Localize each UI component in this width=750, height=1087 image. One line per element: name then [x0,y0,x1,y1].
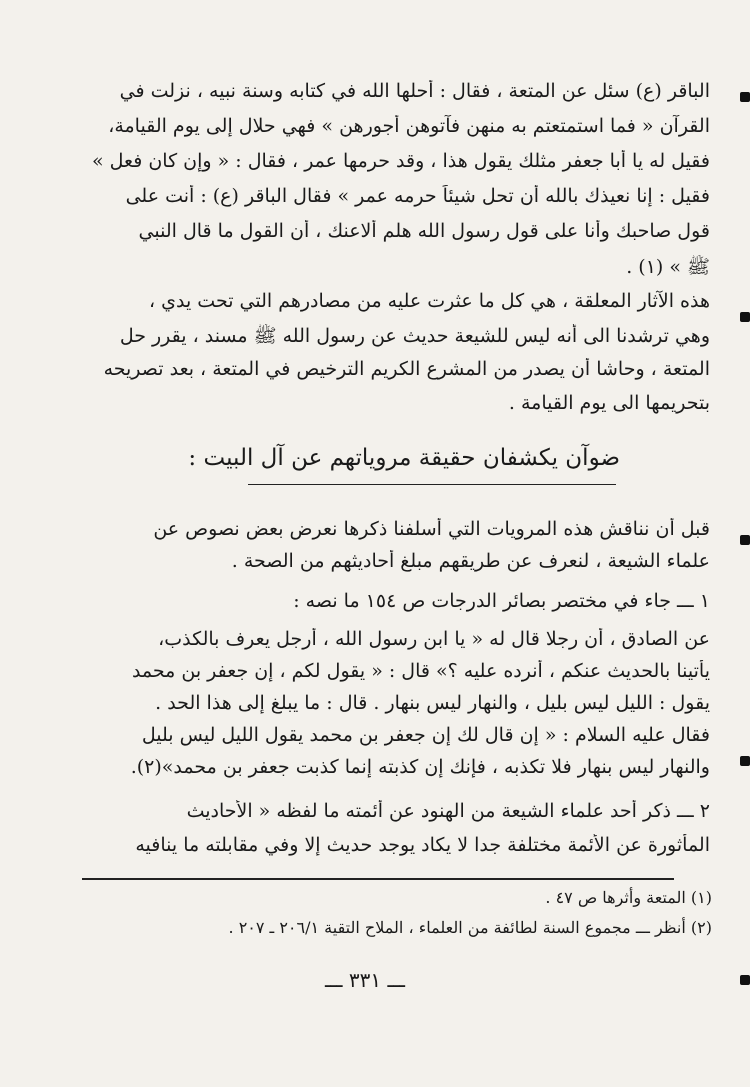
text-line: يأتينا بالحديث عنكم ، أنرده عليه ؟» قال : « يقول لكم ، إن جعفر بن محمد [131,660,710,682]
paragraph-2 [82,290,710,430]
text-line: المتعة ، وحاشا أن يصدر من المشرع الكريم الترخيص في المتعة ، بعد تصريحه [103,358,710,380]
footnote-divider [82,878,674,880]
text-line: ﷺ » (١) . [626,256,710,278]
text-line: وهي ترشدنا الى أنه ليس للشيعة حديث عن رسول الله ﷺ مسند ، يقرر حل [119,325,710,347]
paragraph-1 [82,80,710,280]
text-line: الباقر (ع) سئل عن المتعة ، فقال : أحلها الله في كتابه وسنة نبيه ، نزلت في [119,80,710,102]
text-line: فقيل له يا أبا جعفر مثلك يقول هذا ، وقد حرمها عمر ، فقال : « وإن كان فعل » [91,150,710,172]
text-line: القرآن « فما استمتعتم به منهن فآتوهن أجورهن » فهي حلال إلى يوم القيامة، [108,115,710,137]
footnote-2: (٢) أنظر ـــ مجموع السنة لطائفة من العلماء ، الملاح التقية ٢٠٦/١ ـ ٢٠٧ . [228,918,712,937]
text-line: المأثورة عن الأئمة مختلفة جدا لا يكاد يوجد حديث إلا وفي مقابلته ما ينافيه [135,834,710,856]
text-line: ١ ـــ جاء في مختصر بصائر الدرجات ص ١٥٤ ما نصه : [293,590,710,612]
text-line: قول صاحبك وأنا على قول رسول الله هلم ألاعنك ، أن القول ما قال النبي [138,220,710,242]
text-line: قبل أن نناقش هذه المرويات التي أسلفنا ذكرها نعرض بعض نصوص عن [153,518,710,540]
text-line: عن الصادق ، أن رجلا قال له « يا ابن رسول الله ، أرجل يعرف بالكذب، [158,628,710,650]
text-line: علماء الشيعة ، لنعرف عن طريقهم مبلغ أحاديثهم من الصحة . [231,550,710,572]
margin-mark [740,92,750,102]
margin-mark [740,756,750,766]
paragraph-6 [82,800,710,868]
text-line: فقيل : إنا نعيذك بالله أن تحل شيئاً حرمه عمر » فقال الباقر (ع) : أنت على [125,185,710,207]
text-line: يقول : الليل ليس بليل ، والنهار ليس بنهار . قال : ما يبلغ إلى هذا الحد . [155,692,710,714]
text-line: بتحريمها الى يوم القيامة . [508,392,710,414]
margin-mark [740,535,750,545]
section-heading: ضوآن يكشفان حقيقة مروياتهم عن آل البيت : [188,445,620,471]
paragraph-4 [82,590,710,622]
paragraph-3 [82,518,710,582]
heading-underline [248,484,616,485]
margin-mark [740,975,750,985]
text-line: ٢ ـــ ذكر أحد علماء الشيعة من الهنود عن أئمته ما لفظه « الأحاديث [186,800,710,822]
paragraph-5 [82,628,710,798]
page-number: ـــ ٣٣١ ـــ [324,968,406,992]
margin-mark [740,312,750,322]
text-line: هذه الآثار المعلقة ، هي كل ما عثرت عليه من مصادرهم التي تحت يدي ، [148,290,710,312]
text-line: والنهار ليس بنهار فلا تكذبه ، فإنك إن كذبته إنما كذبت جعفر بن محمد»(٢). [130,756,710,778]
text-line: فقال عليه السلام : « إن قال لك إن جعفر بن محمد يقول الليل ليس بليل [141,724,710,746]
footnote-1: (١) المتعة وأثرها ص ٤٧ . [545,888,712,907]
